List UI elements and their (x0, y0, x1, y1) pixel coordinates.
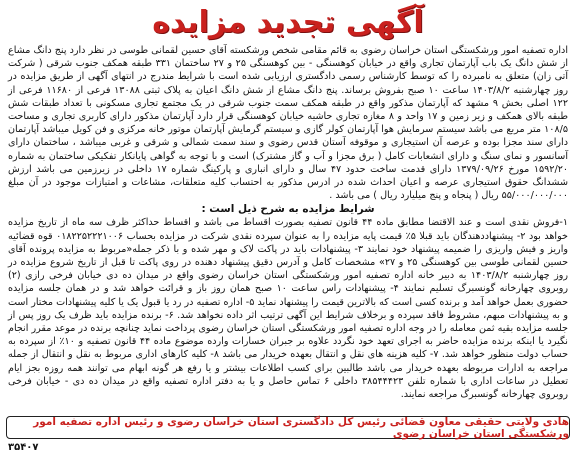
conditions-heading: شرایط مزایده به شرح ذیل است : (201, 203, 375, 216)
intro-paragraph: اداره تصفیه امور ورشکستگی استان خراسان رضوی به قائم مقامی شخص ورشکسته آقای حسین لقمانی طوسی در نظر دارد پنج دانگ مشاع از شش دانگ یک باب آپارتمان تجاری واقع در خیابان کوهسنگی - بین کوهسنگی ۲۵ و ۲۷ ساختمان ۳۳۱ طبقه همکف جنوب شرقی ( شرکت آتی زان) متعلق به نامبرده را که توسط کارشناس رسمی دادگستری ارزیابی شده است با شرایط مندرج در انتهای آگهی از طریق مزایده در روز چهارشنبه ۱۴۰۳/۸/۲ ساعت ۱۰ صبح بفروش برساند. پنج دانگ مشاع از شش دانگ اعیان به پلاک ثبتی ۱۳۰۸۸ فرعی از ۱۱۶۸۰ فرعی از ۱۲۲ اصلی بخش ۹ مشهد که آپارتمان مذکور واقع در طبقه همکف سمت جنوب شرقی در یک مجتمع تجاری مسکونی با تعداد طبقات شش طبقه بالای همکف و زیر زمین و ۱۷ واحد و ۸ مغازه تجاری حاشیه خیابان کوهسنگی قرار دارد آپارتمان مذکور دارای کاربری تجاری و مساحت ۱۰۸/۵ متر مربع می باشد سیستم سرمایش هوا آپارتمان کولر گازی و سیستم گرمایش آپارتمان موتور خانه مرکزی و فن کویل میباشد آپارتمان دارای سند مجزا بوده و عرصه آن استیجاری و موقوفه آستان قدس رضوی و سند سمت شمالی و شرقی و غربی میباشد ، ساختمان دارای آسانسور و نمای سنگ و دارای انشعابات کامل ( برق مجزا و آب و گاز مشترک) است و با توجه به گواهی پایانکار تفکیکی ساختمان به شماره ۱۵۹۲/۲۰ مورخ ۱۳۷۹/۰۹/۲۶ دارای قدمت ساخت حدود ۴۷ سال و دارای انباری و پارکینگ شماره ۱۷ داخلی در زیرزمین می باشد ارزش ششدانگ حقوق استیجاری عرصه و اعیان احداث شده در ادرس مذکور به احتساب کلیه متعلقات، مشاعات و امتیازات موجود در آن مبلغ ۵۵/۰۰۰/۰۰۰/۰۰۰ ریال ( پنجاه و پنج میلیارد ریال ) می باشد . (8, 45, 569, 202)
title-banner (6, 2, 570, 44)
signature-box (6, 416, 570, 439)
notice-title: آگهی تجدید مزایده (152, 5, 424, 40)
conditions-paragraph: ۱-فروش نقدی است و عند الاقتضا مطابق ماده ۴۴ قانون تصفیه بصورت اقساط می باشد و اقساط حداکثر ظرف سه ماه از تاریخ مزایده خواهد بود ۲- پیشنهاددهندگان باید قبلا ۵٪ قیمت پایه مزایده را به عنوان سپرده نقدی شرکت در مزایده بحساب ۰۱۸۲۲۵۲۲۲۱۰۰۶ قوه قضائیه واریز و فیش واریزی را ضمیمه پیشنهاد خود نمایند ۳- پیشنهادات باید در پاکت لاک و مهر شده و با ذکر جمله«مربوط به مزایده پرونده آقای حسین لقمانی طوسی بین کوهسنگی ۲۵ و ۲۷» مشخصات کامل و آدرس دقیق پیشنهاد دهنده در روی پاکت تا قبل از تاریخ شروع مزایده در روز چهارشنبه ۱۴۰۳/۸/۲ به دبیر خانه اداره تصفیه امور ورشکستگی استان خراسان رضوی واقع در میدان ده دی خیابان فرخی رازی (۲) روبروی چهارخانه گونسبرگ تسلیم نمایند ۴- پیشنهادات راس ساعت ۱۰ صبح همان روز باز و قرائت خواهد شد و در همان جلسه مزایده حضوری بعمل خواهد آمد و برنده کسی است که بالاترین قیمت را پیشنهاد نماید ۵- اداره تصفیه در رد یا قبول یک یا کلیه پیشنهادات مختار است و به پیشنهادات مبهم، مشروط فاقد سپرده و برخلاف شرایط این آگهی ترتیب اثر داده نخواهد شد. ۶- برنده مزایده باید ظرف یک روز پس از جلسه مزایده بقیه ثمن معامله را در وجه اداره تصفیه امور ورشکستگی استان خراسان رضوی پرداخت نماید چنانچه برنده در موعد مقرر انجام نگیرد یا اینکه برنده مزایده حاضر به اجرای تعهد خود نگردد علاوه بر جبران خسارات وارده موضوع ماده ۴۴ قانون تصفیه و ۱۰٪ از سپرده به حساب دولت منظور خواهد شد. ۷- کلیه هزینه های نقل و انتقال بعهده خریدار می باشد ۸- کلیه کارهای اداری مربوط به نقل و انتقال از جمله مراجعه به ادارات مربوطه بعهده خریدار می باشد طالبین برای کسب اطلاعات بیشتر و یا رفع هر گونه ابهام می توانند همه روزه بجز ایام تعطیل در ساعات اداری با شماره تلفن ۳۸۵۴۴۴۲۳ داخلی ۶ تماس حاصل و یا به دفتر اداره تصفیه واقع در میدان ده دی - خیابان فرخی روبروی چهارخانه گونسبرگ مراجعه نمایند. (8, 217, 569, 401)
ad-code: ۳۵۴۰۷ (8, 442, 39, 453)
signature-line: هادی ولایتی حقیقی معاون قضائی رئیس کل دادگستری استان خراسان رضوی و رئیس اداره تصفیه امور ورشکستگی استان خراسان رضوی (33, 415, 569, 440)
